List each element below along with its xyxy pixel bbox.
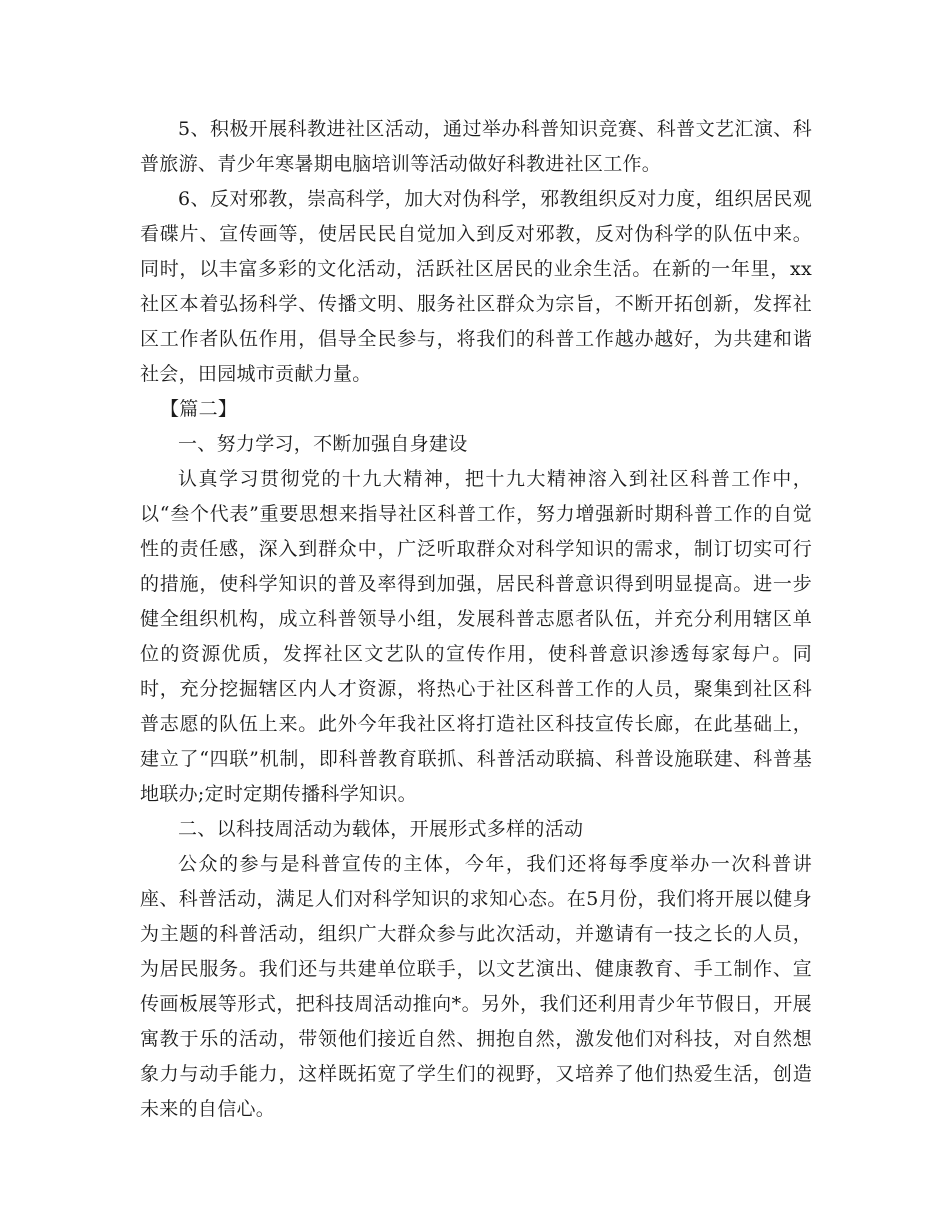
paragraph-item-5: 5、积极开展科教进社区活动，通过举办科普知识竞赛、科普文艺汇演、科普旅游、青少年寒暑期电脑培训等活动做好科教进社区工作。 [140, 118, 812, 175]
paragraph-self-study: 认真学习贯彻党的十九大精神，把十九大精神溶入到社区科普工作中，以“叁个代表”重要思想来指导社区科普工作，努力增强新时期科普工作的自觉性的责任感，深入到群众中，广泛听取群众对科学知识的需求，制订切实可行的措施，使科学知识的普及率得到加强，居民科普意识得到明显提高。进一步健全组织机构，成立科普领导小组，发展科普志愿者队伍，并充分利用辖区单位的资源优质，发挥社区文艺队的宣传作用，使科普意识渗透每家每户。同时，充分挖掘辖区内人才资源，将热心于社区科普工作的人员，聚集到社区科普志愿的队伍上来。此外今年我社区将打造社区科技宣传长廊，在此基础上，建立了“四联”机制，即科普教育联抓、科普活动联搞、科普设施联建、科普基地联办;定时定期传播科学知识。 [140, 468, 812, 805]
section-heading-2: 二、以科技周活动为载体，开展形式多样的活动 [178, 818, 584, 840]
paragraph-science-week: 公众的参与是科普宣传的主体，今年，我们还将每季度举办一次科普讲座、科普活动，满足人们对科学知识的求知心态。在5月份，我们将开展以健身为主题的科普活动，组织广大群众参与此次活动，并邀请有一技之长的人员，为居民服务。我们还与共建单位联手，以文艺演出、健康教育、手工制作、宣传画板展等形式，把科技周活动推向*。另外，我们还利用青少年节假日，开展寓教于乐的活动，带领他们接近自然、拥抱自然，激发他们对科技，对自然想象力与动手能力，这样既拓宽了学生们的视野，又培养了他们热爱生活，创造未来的自信心。 [140, 853, 812, 1120]
paragraph-item-6: 6、反对邪教，崇高科学，加大对伪科学，邪教组织反对力度，组织居民观看碟片、宣传画等，使居民民自觉加入到反对邪教，反对伪科学的队伍中来。同时，以丰富多彩的文化活动，活跃社区居民的业余生活。在新的一年里，xx社区本着弘扬科学、传播文明、服务社区群众为宗旨，不断开拓创新，发挥社区工作者队伍作用，倡导全民参与，将我们的科普工作越办越好，为共建和谐社会，田园城市贡献力量。 [140, 188, 812, 385]
section-heading-1: 一、努力学习，不断加强自身建设 [178, 433, 468, 455]
section-label: 【篇二】 [160, 398, 238, 420]
document-body [140, 112, 812, 1127]
